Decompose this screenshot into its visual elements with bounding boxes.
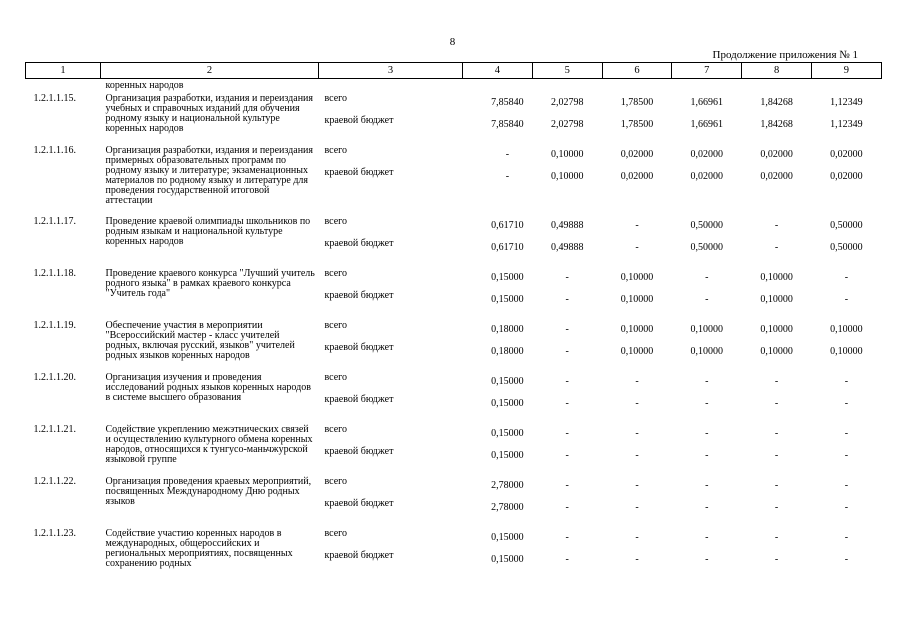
value-cell: [742, 370, 812, 422]
value-cell: [532, 318, 602, 370]
value-cell: [463, 370, 533, 422]
value-regional: -: [774, 398, 779, 409]
value-regional: -: [505, 171, 510, 182]
carryover-row: [26, 79, 882, 92]
value-cell: [672, 370, 742, 422]
funding-source-regional: краевой бюджет: [324, 550, 394, 561]
value-total: 0,49888: [550, 220, 584, 231]
funding-source-regional: краевой бюджет: [324, 342, 394, 353]
table-row: [26, 143, 882, 214]
funding-source-regional: краевой бюджет: [324, 167, 394, 178]
value-total: -: [565, 324, 569, 335]
value-cell: [463, 266, 533, 318]
value-total: 0,02000: [830, 149, 863, 160]
value-regional: -: [844, 450, 849, 461]
value-cell: [532, 143, 602, 214]
row-code: 1.2.1.1.15.: [33, 93, 76, 104]
value-cell: [463, 91, 533, 143]
value-regional: 0,10000: [620, 294, 654, 305]
value-total: 1,84268: [760, 97, 793, 108]
value-cell: [742, 318, 812, 370]
value-regional: 1,78500: [620, 119, 654, 130]
value-regional: -: [844, 502, 849, 513]
row-name: Содействие участию коренных народов в международных, общероссийских и региональных мероприятиях, посвященных сохранению родных: [105, 528, 293, 569]
value-cell: [672, 318, 742, 370]
value-regional: -: [635, 242, 639, 253]
row-code: 1.2.1.1.17.: [33, 216, 76, 227]
row-code: 1.2.1.1.19.: [33, 320, 76, 331]
value-regional: -: [774, 242, 779, 253]
funding-source-cell: [319, 318, 463, 370]
value-regional: 0,10000: [690, 346, 724, 357]
column-number-row: [26, 63, 882, 79]
value-cell: [672, 266, 742, 318]
funding-source-regional: краевой бюджет: [324, 238, 394, 249]
value-total: 0,10000: [690, 324, 724, 335]
value-regional: 2,02798: [550, 119, 584, 130]
column-header: 4: [463, 63, 533, 79]
value-cell: [463, 214, 533, 266]
value-regional: 0,10000: [550, 171, 584, 182]
program-table: [25, 62, 882, 578]
funding-source-regional: краевой бюджет: [324, 394, 394, 405]
value-cell: [602, 143, 672, 214]
value-cell: [742, 91, 812, 143]
value-total: 1,12349: [830, 97, 863, 108]
value-total: 2,78000: [491, 480, 524, 491]
value-cell: [602, 214, 672, 266]
value-cell: [742, 474, 812, 526]
value-total: 0,18000: [491, 324, 524, 335]
value-regional: -: [635, 554, 639, 565]
funding-source-total: всего: [324, 93, 348, 104]
value-cell: [532, 422, 602, 474]
funding-source-cell: [319, 266, 463, 318]
funding-source-total: всего: [324, 476, 348, 487]
funding-source-regional: краевой бюджет: [324, 446, 394, 457]
row-name: Проведение краевой олимпиады школьников по родным языкам и национальной культуре коренных народов: [105, 216, 311, 247]
value-cell: [672, 474, 742, 526]
value-total: 0,02000: [690, 149, 724, 160]
value-cell: [532, 370, 602, 422]
value-regional: -: [774, 450, 779, 461]
value-total: 0,10000: [550, 149, 584, 160]
table-row: [26, 422, 882, 474]
value-cell: [742, 143, 812, 214]
value-cell: [602, 91, 672, 143]
value-total: -: [774, 532, 779, 543]
value-regional: -: [705, 450, 709, 461]
value-total: 0,15000: [491, 376, 524, 387]
value-regional: 0,02000: [760, 171, 793, 182]
value-total: -: [705, 532, 709, 543]
value-regional: 2,78000: [491, 502, 524, 513]
value-regional: -: [705, 398, 709, 409]
value-cell: [672, 526, 742, 578]
value-total: 7,85840: [491, 97, 524, 108]
row-name: Организация изучения и проведения исследований родных языков коренных народов в системе высшего образования: [105, 372, 311, 403]
value-regional: 0,18000: [491, 346, 524, 357]
row-code: 1.2.1.1.23.: [33, 528, 76, 539]
funding-source-cell: [319, 143, 463, 214]
value-regional: 0,15000: [491, 398, 524, 409]
value-cell: [811, 526, 881, 578]
value-total: -: [774, 220, 779, 231]
column-header: 3: [319, 63, 463, 79]
value-total: -: [844, 376, 849, 387]
value-total: -: [844, 272, 849, 283]
value-regional: 0,50000: [830, 242, 863, 253]
value-cell: [602, 474, 672, 526]
carryover-text: коренных народов: [105, 80, 184, 91]
value-total: 0,50000: [690, 220, 724, 231]
value-total: 0,02000: [760, 149, 793, 160]
value-regional: 7,85840: [491, 119, 524, 130]
value-regional: -: [774, 554, 779, 565]
value-total: -: [774, 376, 779, 387]
row-name: Обеспечение участия в мероприятии "Всероссийский мастер - класс учителей родных, включая русский, языков" учителей родных языков коренных народов: [105, 320, 295, 361]
value-regional: -: [635, 450, 639, 461]
value-total: 1,78500: [620, 97, 654, 108]
value-total: 0,10000: [620, 272, 654, 283]
funding-source-regional: краевой бюджет: [324, 115, 394, 126]
value-total: -: [565, 480, 569, 491]
value-cell: [463, 474, 533, 526]
row-name: Организация разработки, издания и переиздания учебных и справочных изданий для обучения родному языку и национальной культуре коренных народов: [105, 93, 313, 134]
value-regional: -: [565, 398, 569, 409]
value-regional: 0,15000: [491, 554, 524, 565]
value-cell: [532, 266, 602, 318]
row-name: Проведение краевого конкурса "Лучший учитель родного языка" в рамках краевого конкурса "Учитель года": [105, 268, 315, 299]
table-body: [26, 79, 882, 579]
funding-source-regional: краевой бюджет: [324, 498, 394, 509]
value-total: -: [844, 480, 849, 491]
value-cell: [811, 266, 881, 318]
table-row: [26, 474, 882, 526]
column-header: 8: [742, 63, 812, 79]
funding-source-cell: [319, 91, 463, 143]
value-regional: 0,61710: [491, 242, 524, 253]
value-regional: -: [565, 294, 569, 305]
funding-source-cell: [319, 370, 463, 422]
value-total: -: [705, 376, 709, 387]
value-total: -: [774, 480, 779, 491]
table-row: [26, 214, 882, 266]
funding-source-total: всего: [324, 528, 348, 539]
column-header: 5: [532, 63, 602, 79]
value-cell: [532, 214, 602, 266]
value-total: -: [705, 480, 709, 491]
value-cell: [463, 143, 533, 214]
table-row: [26, 318, 882, 370]
value-total: -: [635, 480, 639, 491]
funding-source-total: всего: [324, 216, 348, 227]
continuation-caption: Продолжение приложения № 1: [712, 49, 858, 61]
value-cell: [811, 214, 881, 266]
value-regional: 0,49888: [550, 242, 584, 253]
value-regional: -: [635, 398, 639, 409]
value-cell: [811, 143, 881, 214]
value-regional: -: [844, 398, 849, 409]
value-total: 0,10000: [760, 272, 793, 283]
value-regional: -: [565, 502, 569, 513]
value-cell: [811, 318, 881, 370]
funding-source-regional: краевой бюджет: [324, 290, 394, 301]
value-total: -: [705, 428, 709, 439]
column-header: 1: [26, 63, 101, 79]
value-cell: [532, 474, 602, 526]
value-cell: [532, 91, 602, 143]
row-code: 1.2.1.1.18.: [33, 268, 76, 279]
value-total: 1,66961: [690, 97, 724, 108]
value-cell: [811, 370, 881, 422]
value-regional: 0,50000: [690, 242, 724, 253]
value-cell: [672, 91, 742, 143]
value-total: -: [565, 272, 569, 283]
value-regional: -: [844, 294, 849, 305]
value-regional: 0,02000: [620, 171, 654, 182]
funding-source-total: всего: [324, 268, 348, 279]
value-regional: -: [844, 554, 849, 565]
column-header: 9: [811, 63, 881, 79]
row-code: 1.2.1.1.21.: [33, 424, 76, 435]
value-regional: 0,10000: [760, 294, 793, 305]
funding-source-cell: [319, 214, 463, 266]
funding-source-cell: [319, 526, 463, 578]
value-total: -: [635, 428, 639, 439]
row-code: 1.2.1.1.20.: [33, 372, 76, 383]
value-regional: -: [635, 502, 639, 513]
row-code: 1.2.1.1.22.: [33, 476, 76, 487]
value-regional: -: [774, 502, 779, 513]
column-header: 7: [672, 63, 742, 79]
table-row: [26, 266, 882, 318]
funding-source-total: всего: [324, 424, 348, 435]
value-total: 0,10000: [620, 324, 654, 335]
value-cell: [672, 422, 742, 474]
funding-source-cell: [319, 474, 463, 526]
value-total: 0,15000: [491, 428, 524, 439]
value-total: -: [705, 272, 709, 283]
value-cell: [602, 370, 672, 422]
funding-source-cell: [319, 422, 463, 474]
value-regional: 0,15000: [491, 450, 524, 461]
value-regional: -: [565, 554, 569, 565]
value-cell: [672, 143, 742, 214]
column-header: 2: [101, 63, 319, 79]
value-cell: [742, 526, 812, 578]
value-total: 0,61710: [491, 220, 524, 231]
value-cell: [811, 91, 881, 143]
row-code: 1.2.1.1.16.: [33, 145, 76, 156]
value-cell: [602, 422, 672, 474]
funding-source-total: всего: [324, 372, 348, 383]
value-total: 0,15000: [491, 272, 524, 283]
value-total: -: [844, 532, 849, 543]
value-regional: -: [705, 554, 709, 565]
table-row: [26, 91, 882, 143]
value-regional: 0,10000: [760, 346, 793, 357]
value-regional: 0,10000: [620, 346, 654, 357]
value-cell: [811, 422, 881, 474]
value-total: -: [505, 149, 510, 160]
row-name: Организация проведения краевых мероприятий, посвященных Международному Дню родных языков: [105, 476, 312, 507]
value-total: 0,02000: [620, 149, 654, 160]
value-total: 0,50000: [830, 220, 863, 231]
value-total: 0,10000: [760, 324, 793, 335]
value-cell: [672, 214, 742, 266]
value-cell: [742, 214, 812, 266]
value-total: -: [635, 376, 639, 387]
value-cell: [811, 474, 881, 526]
value-total: -: [565, 376, 569, 387]
value-regional: -: [705, 502, 709, 513]
value-regional: 0,10000: [830, 346, 863, 357]
value-total: -: [774, 428, 779, 439]
value-cell: [463, 422, 533, 474]
value-total: 0,15000: [491, 532, 524, 543]
value-regional: 1,66961: [690, 119, 724, 130]
value-cell: [602, 526, 672, 578]
value-regional: 0,02000: [690, 171, 724, 182]
value-total: -: [565, 532, 569, 543]
table-row: [26, 526, 882, 578]
row-name: Организация разработки, издания и переиздания примерных образовательных программ по родному языку и литературе; экзаменационных материалов по родному языку и литературе для проведения государственной итоговой аттестации: [105, 145, 313, 206]
value-cell: [463, 526, 533, 578]
value-total: 2,02798: [550, 97, 584, 108]
value-regional: -: [565, 346, 569, 357]
funding-source-total: всего: [324, 320, 348, 331]
value-total: -: [565, 428, 569, 439]
value-cell: [532, 526, 602, 578]
value-regional: -: [565, 450, 569, 461]
row-name: Содействие укреплению межэтнических связей и осуществлению культурного обмена коренных народов, относящихся к тунгусо-маньчжурской языковой группе: [105, 424, 313, 465]
column-header: 6: [602, 63, 672, 79]
value-regional: 1,84268: [760, 119, 793, 130]
page-number: 8: [449, 36, 456, 48]
table-row: [26, 370, 882, 422]
value-cell: [742, 266, 812, 318]
value-regional: 1,12349: [830, 119, 863, 130]
value-cell: [463, 318, 533, 370]
funding-source-total: всего: [324, 145, 348, 156]
value-regional: -: [705, 294, 709, 305]
value-regional: 0,02000: [830, 171, 863, 182]
value-cell: [742, 422, 812, 474]
value-total: -: [635, 532, 639, 543]
value-cell: [602, 318, 672, 370]
value-total: 0,10000: [830, 324, 863, 335]
value-total: -: [635, 220, 639, 231]
value-regional: 0,15000: [491, 294, 524, 305]
value-cell: [602, 266, 672, 318]
value-total: -: [844, 428, 849, 439]
